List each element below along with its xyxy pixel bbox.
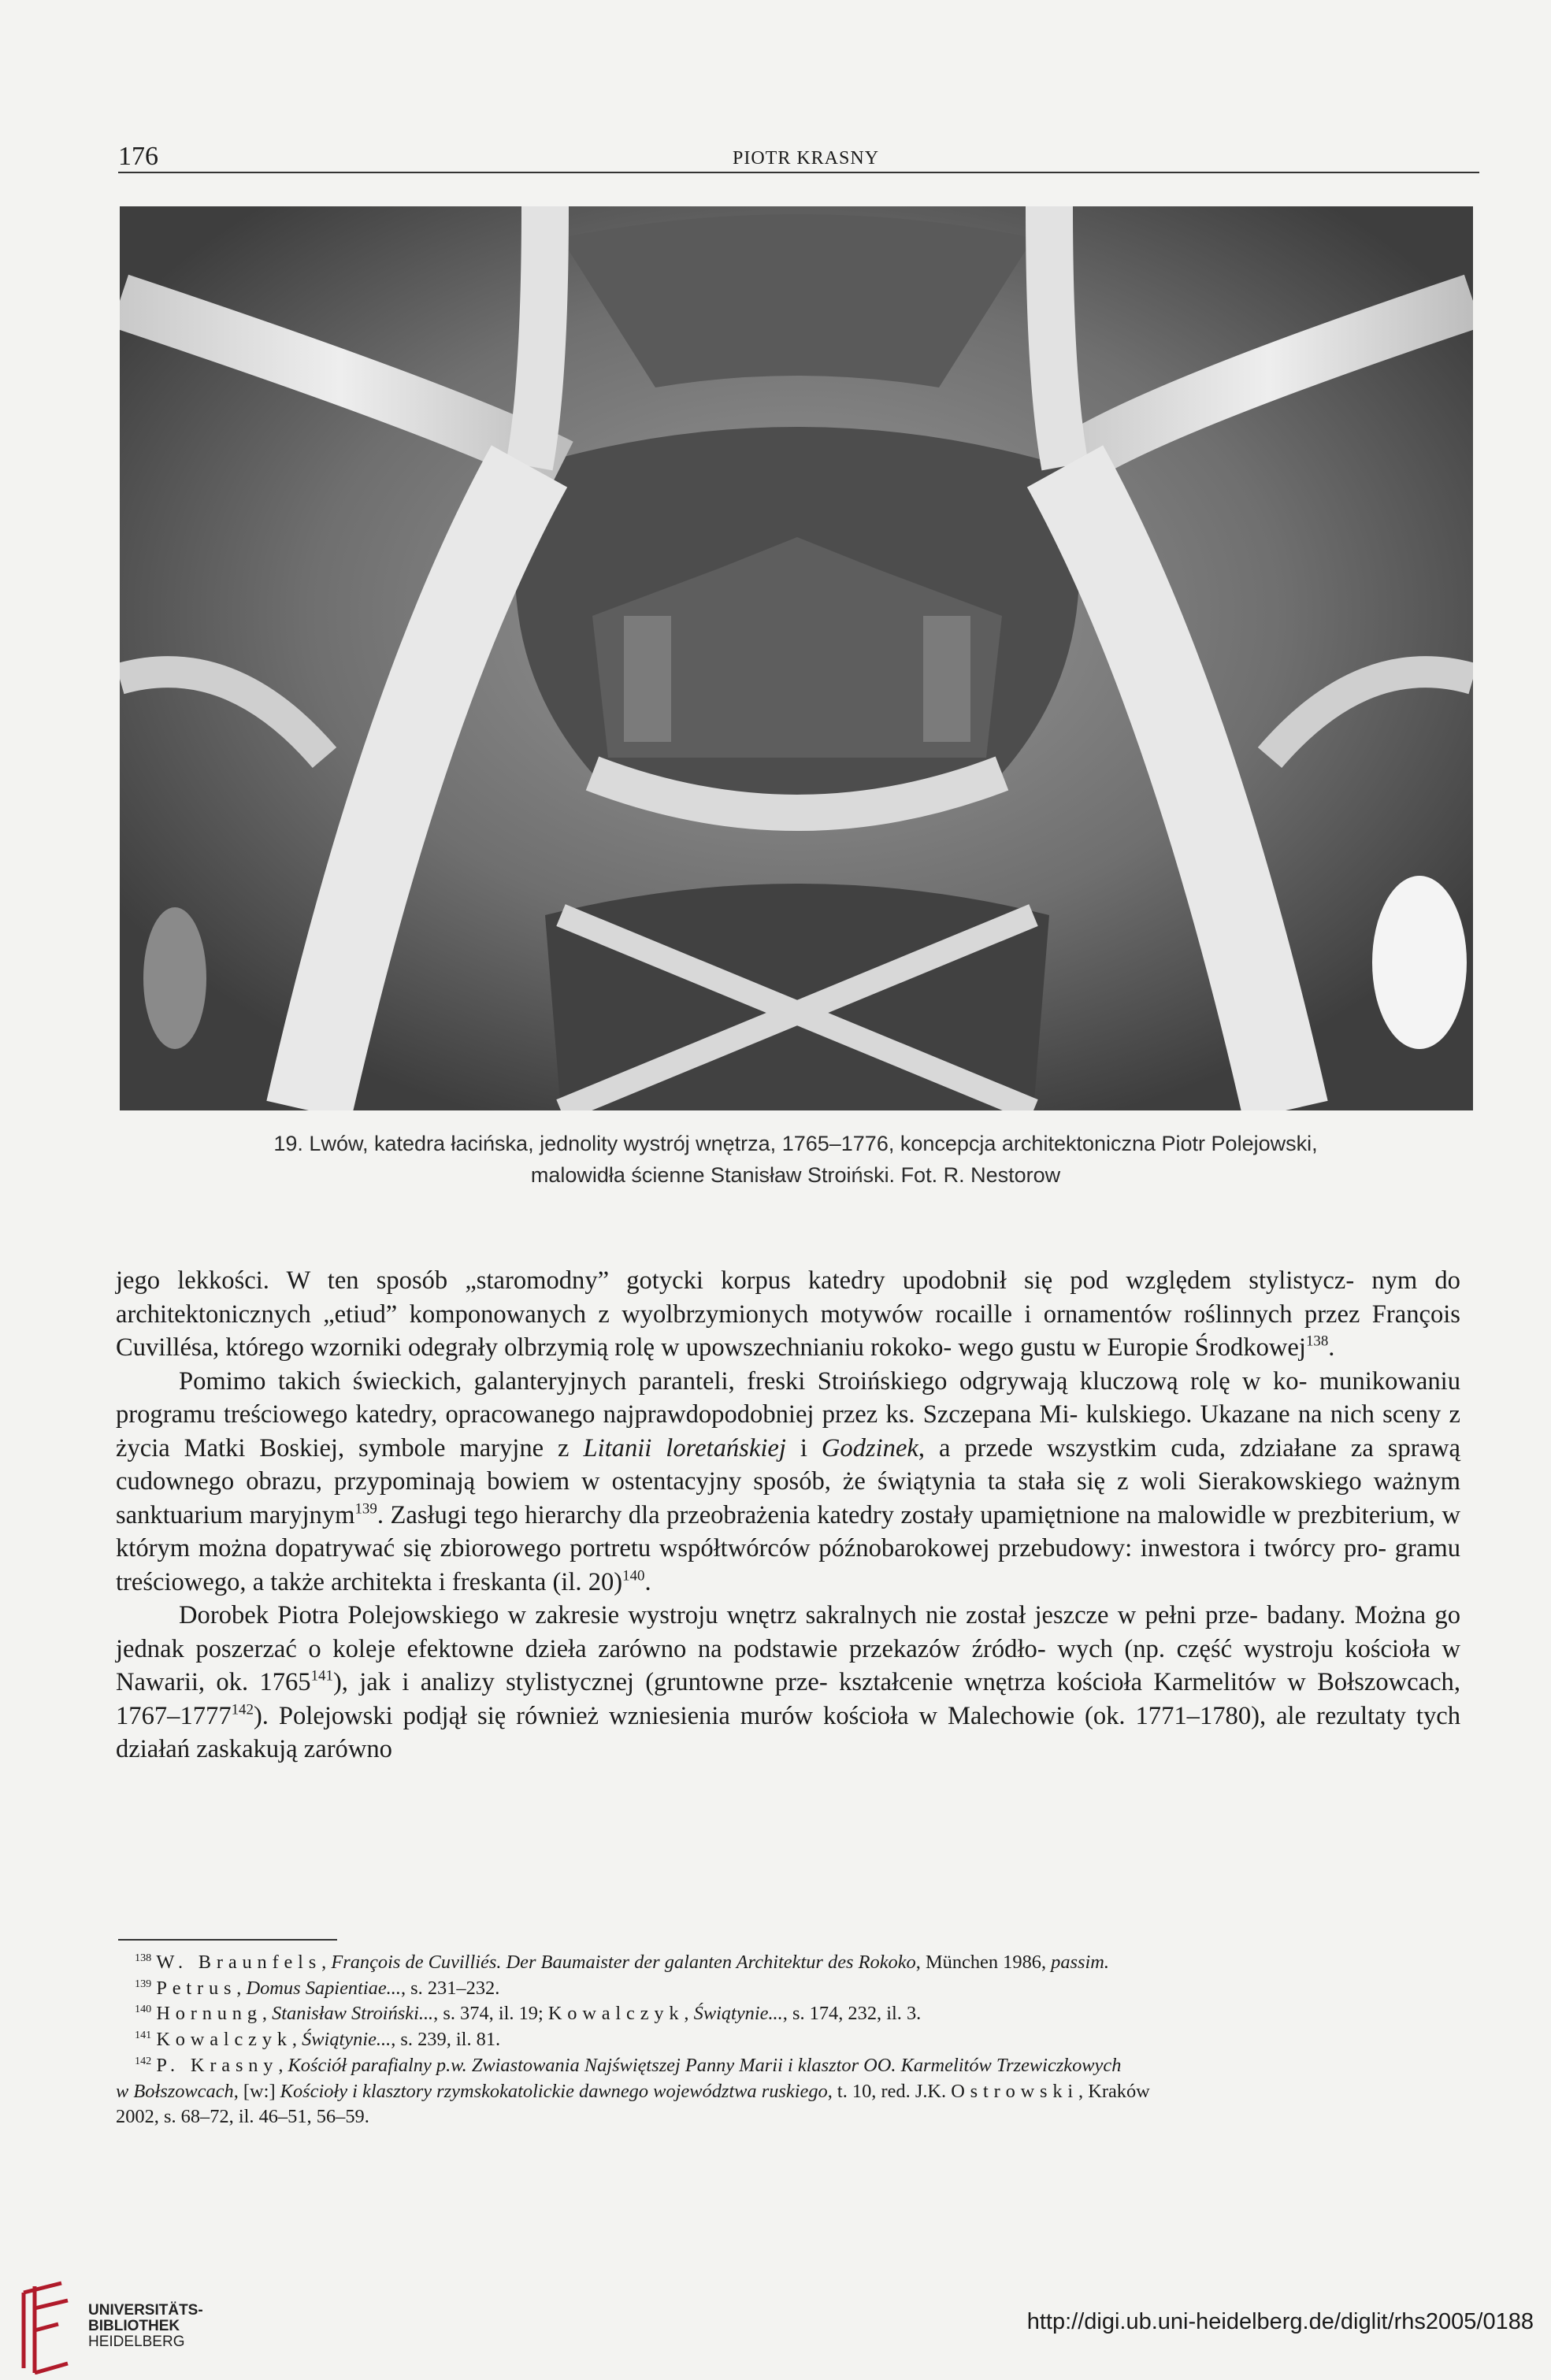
paragraph: Dorobek Piotra Polejowskiego w zakresie wystroju wnętrz sakralnych nie został jeszcze w pełni prze- badany. Można go jednak poszerzać o koleje efektowne dzieła zarówno na podstawie przekazów źródło- wych (np. część wystroju kościoła w Nawarii, ok. 1765$^{141}$), jak i analizy stylistycznej (gruntowne prze- kształcenie wnętrza kościoła Karmelitów w Bołszowcach, 1767–1777$^{142}$). Polejowski podjął się również wzniesienia murów kościoła w Malechowie (ok. 1771–1780), ale rezultaty tych działań zaskakują zarówno [116, 1601, 1460, 1763]
footnote-ref: 142 [231, 1701, 254, 1718]
footnote: $^{140}$ Hornung, Stanisław Stroiński..., s. 374, il. 19; Kowalczyk, Świątynie..., s. 174, 232, il. 3. [135, 2003, 922, 2025]
caption-line: malowidła ścienne Stanisław Stroiński. Fot. R. Nestorow [530, 1163, 1061, 1187]
footnote-ref: 141 [310, 1667, 333, 1685]
footnote: $^{138}$ W. Braunfels, François de Cuvilliés. Der Baumaister der galanten Architektur des Rokoko, München 1986, passim. [135, 1951, 1110, 1973]
paragraph: jego lekkości. W ten sposób „staromodny” gotycki korpus katedry upodobnił się pod względem stylistycz- nym do architektonicznych „etiud” komponowanych z wyolbrzymionych motywów rocaille i ornamentów roślinnych przez François Cuvillésa, którego wzorniki odegrały olbrzymią rolę w upowszechnianiu rokoko- wego gustu w Europie Środkowej$^{138}$. [116, 1266, 1460, 1362]
footnote-continuation: w Bołszowcach, [w:] Kościoły i klasztory rzymskokatolickie dawnego województwa ruskiego, t. 10, red. J.K. Ostrowski, Kraków [116, 2080, 1150, 2102]
paragraph: Pomimo takich świeckich, galanteryjnych paranteli, freski Stroińskiego odgrywają kluczową rolę w ko- munikowaniu programu treściowego katedry, opracowanego najprawdopodobniej przez ks. Szczepana Mi- kulskiego. Ukazane na nich sceny z życia Matki Boskiej, symbole maryjne z Litanii loretańskiej i Godzinek, a przede wszystkim cuda, zdziałane za sprawą cudownego obrazu, przypominają bowiem w ostentacyjny sposób, że świątynia ta stała się z woli Sierakowskiego ważnym sanktuarium maryjnym$^{139}$. Zasługi tego hierarchy dla przeobrażenia katedry zostały upamiętnione na malowidle w prezbiterium, w którym można dopatrywać się zbiorowego portretu współtwórców późnobarokowej przebudowy: inwestora i twórcy pro- gramu treściowego, a także architekta i freskanta (il. 20)$^{140}$. [116, 1366, 1461, 1596]
cathedral-vault-photo [120, 206, 1473, 1110]
footnote-continuation: 2002, s. 68–72, il. 46–51, 56–59. [116, 2106, 369, 2128]
footnote-ref: 138 [1305, 1333, 1329, 1350]
page-header [118, 142, 1479, 173]
figure-photograph [120, 206, 1473, 1110]
footnote: $^{142}$ P. Krasny, Kościół parafialny p.w. Zwiastowania Najświętszej Panny Marii i klasztor OO. Karmelitów Trzewiczkowych [135, 2054, 1122, 2076]
footnote: $^{141}$ Kowalczyk, Świątynie..., s. 239, il. 81. [135, 2028, 501, 2051]
library-logo-icon [13, 2280, 79, 2374]
footnote-ref: 140 [622, 1567, 645, 1585]
running-head: PIOTR KRASNY [733, 148, 880, 169]
footnotes [116, 1950, 1461, 2130]
library-name: UNIVERSITÄTS- BIBLIOTHEK HEIDELBERG [88, 2302, 203, 2350]
footnote-divider [118, 1939, 337, 1941]
source-url-link[interactable]: http://digi.ub.uni-heidelberg.de/diglit/rhs2005/0188 [1026, 2309, 1534, 2334]
footnote: $^{139}$ Petrus, Domus Sapientiae..., s. 231–232. [135, 1977, 500, 1999]
page-number: 176 [118, 142, 158, 171]
main-text [116, 1264, 1460, 1766]
footnote-ref: 139 [354, 1500, 377, 1518]
caption-line: 19. Lwów, katedra łacińska, jednolity wystrój wnętrza, 1765–1776, koncepcja architektoniczna Piotr Polejowski, [273, 1132, 1318, 1155]
figure-caption [181, 1128, 1410, 1191]
